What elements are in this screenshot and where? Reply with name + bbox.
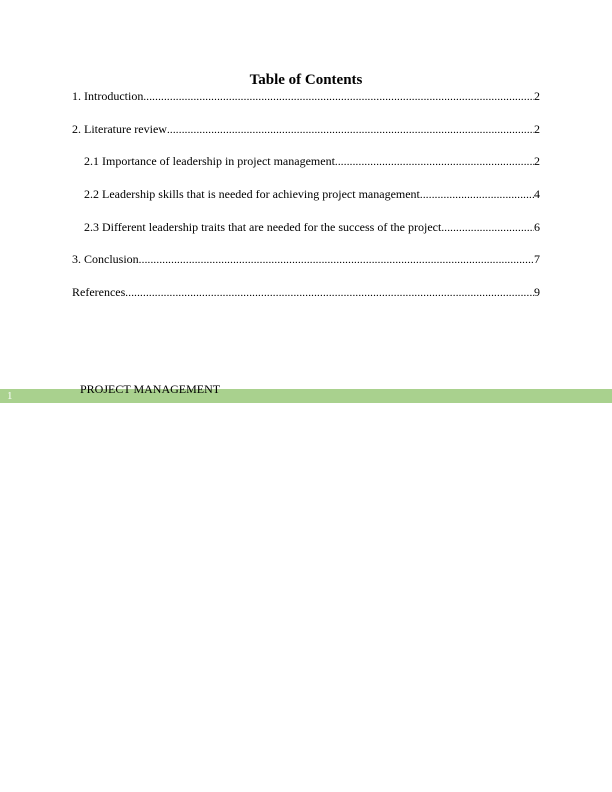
toc-entry-conclusion[interactable] — [72, 251, 540, 267]
toc-page-number: 6 — [534, 220, 540, 234]
toc-entry-leadership-skills[interactable] — [84, 186, 540, 202]
footer-page-number: 1 — [7, 390, 13, 402]
toc-title: Table of Contents — [249, 72, 363, 88]
dot-leader — [420, 187, 534, 203]
toc-entry-text: 3. Conclusion — [72, 252, 139, 266]
toc-page-number: 7 — [534, 252, 540, 266]
toc-entry-importance-of-leadership[interactable] — [84, 153, 540, 169]
toc-entry-text: 2. Literature review — [72, 122, 167, 136]
toc-entry-introduction[interactable] — [72, 88, 540, 104]
toc-entry-references[interactable] — [72, 284, 540, 300]
toc-entry-text: 2.1 Importance of leadership in project management — [84, 154, 335, 168]
toc-entry-text: References — [72, 285, 126, 299]
toc-page-number: 2 — [534, 89, 540, 103]
toc-page-number: 4 — [534, 187, 540, 201]
dot-leader — [167, 122, 534, 138]
footer-title: PROJECT MANAGEMENT — [80, 382, 221, 396]
toc-entry-text: 2.3 Different leadership traits that are needed for the success of the project — [84, 220, 442, 234]
toc-page-number: 2 — [534, 154, 540, 168]
toc-page-number: 9 — [534, 285, 540, 299]
dot-leader — [139, 252, 534, 268]
dot-leader — [441, 220, 534, 236]
toc-entry-literature-review[interactable] — [72, 121, 540, 137]
toc-entry-leadership-traits[interactable] — [84, 219, 540, 235]
dot-leader — [143, 89, 534, 105]
toc-entry-text: 2.2 Leadership skills that is needed for achieving project management — [84, 187, 420, 201]
toc-page-number: 2 — [534, 122, 540, 136]
dot-leader — [335, 154, 534, 170]
toc-entry-text: 1. Introduction — [72, 89, 144, 103]
dot-leader — [125, 285, 534, 301]
